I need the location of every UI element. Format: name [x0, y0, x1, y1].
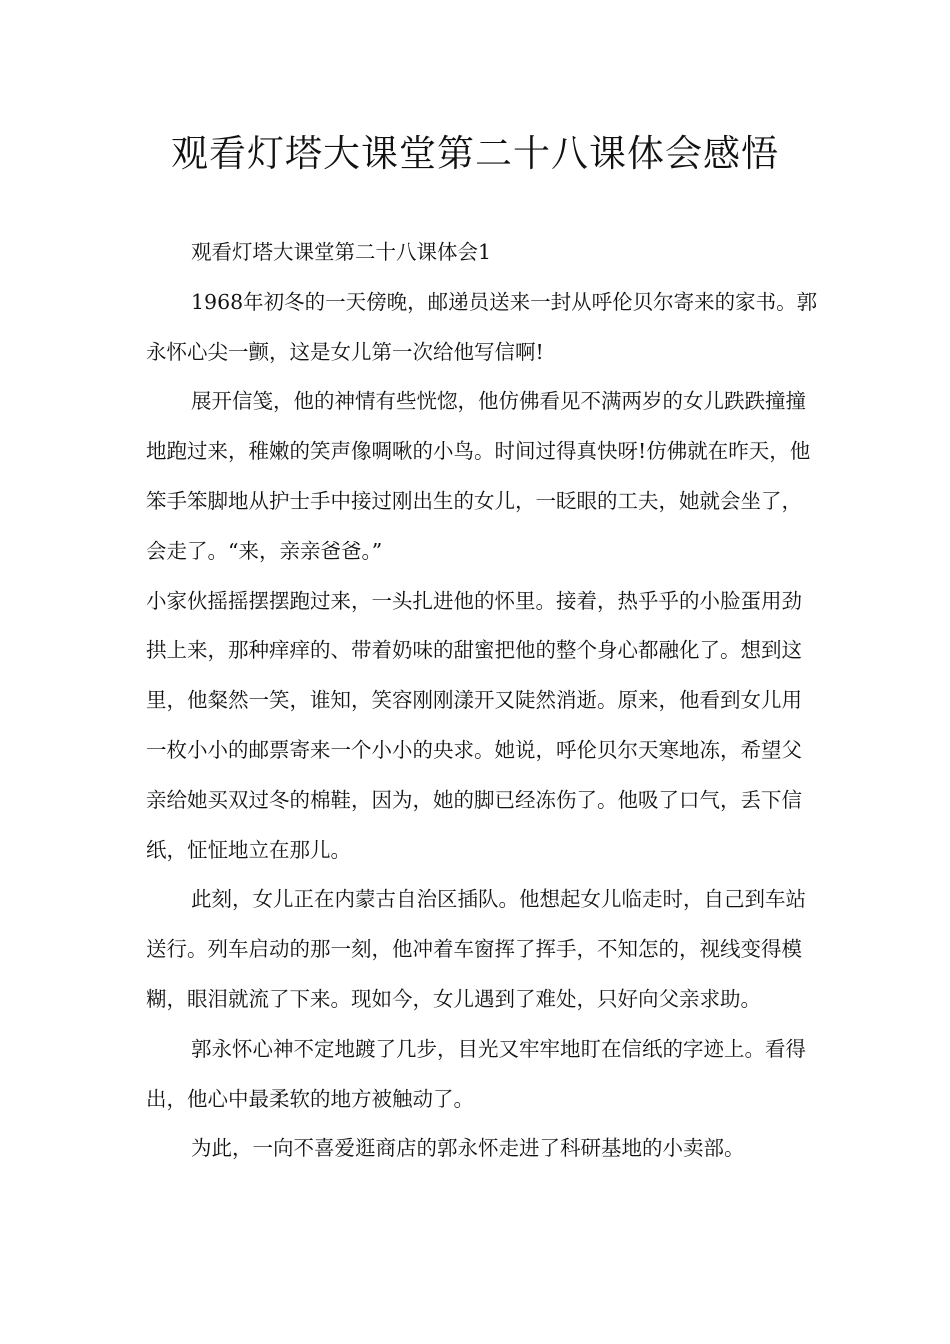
document-body: [146, 228, 818, 1174]
paragraph-6: 为此，一向不喜爱逛商店的郭永怀走进了科研基地的小卖部。: [191, 1136, 745, 1161]
paragraph-4: 此刻，女儿正在内蒙古自治区插队。他想起女儿临走时，自己到车站送行。列车启动的那一刻，他冲着车窗挥了挥手，不知怎的，视线变得模糊，眼泪就流了下来。现如今，女儿遇到了难处，只好向父亲求助。: [146, 887, 806, 1011]
document-title: 观看灯塔大课堂第二十八课体会感悟: [171, 132, 779, 175]
paragraph-2: 展开信笺，他的神情有些恍惚，他仿佛看见不满两岁的女儿跌跌撞撞地跑过来，稚嫩的笑声像啁啾的小鸟。时间过得真快呀!仿佛就在昨天，他笨手笨脚地从护士手中接过刚出生的女儿，一眨眼的工夫，她就会坐了，会走了。“来，亲亲爸爸。”: [146, 389, 811, 563]
paragraph-3: 小家伙摇摇摆摆跑过来，一头扎进他的怀里。接着，热乎乎的小脸蛋用劲拱上来，那种痒痒的、带着奶味的甜蜜把他的整个身心都融化了。想到这里，他粲然一笑，谁知，笑容刚刚漾开又陡然消逝。原来，他看到女儿用一枚小小的邮票寄来一个小小的央求。她说，呼伦贝尔天寒地冻，希望父亲给她买双过冬的棉鞋，因为，她的脚已经冻伤了。他吸了口气，丢下信纸，怔怔地立在那儿。: [146, 588, 802, 862]
paragraph-subtitle: 观看灯塔大课堂第二十八课体会1: [191, 240, 492, 264]
paragraph-5: 郭永怀心神不定地踱了几步，目光又牢牢地盯在信纸的字迹上。看得出，他心中最柔软的地方被触动了。: [146, 1036, 806, 1111]
paragraph-1: 1968年初冬的一天傍晚，邮递员送来一封从呼伦贝尔寄来的家书。郭永怀心尖一颤，这是女儿第一次给他写信啊!: [146, 289, 818, 364]
